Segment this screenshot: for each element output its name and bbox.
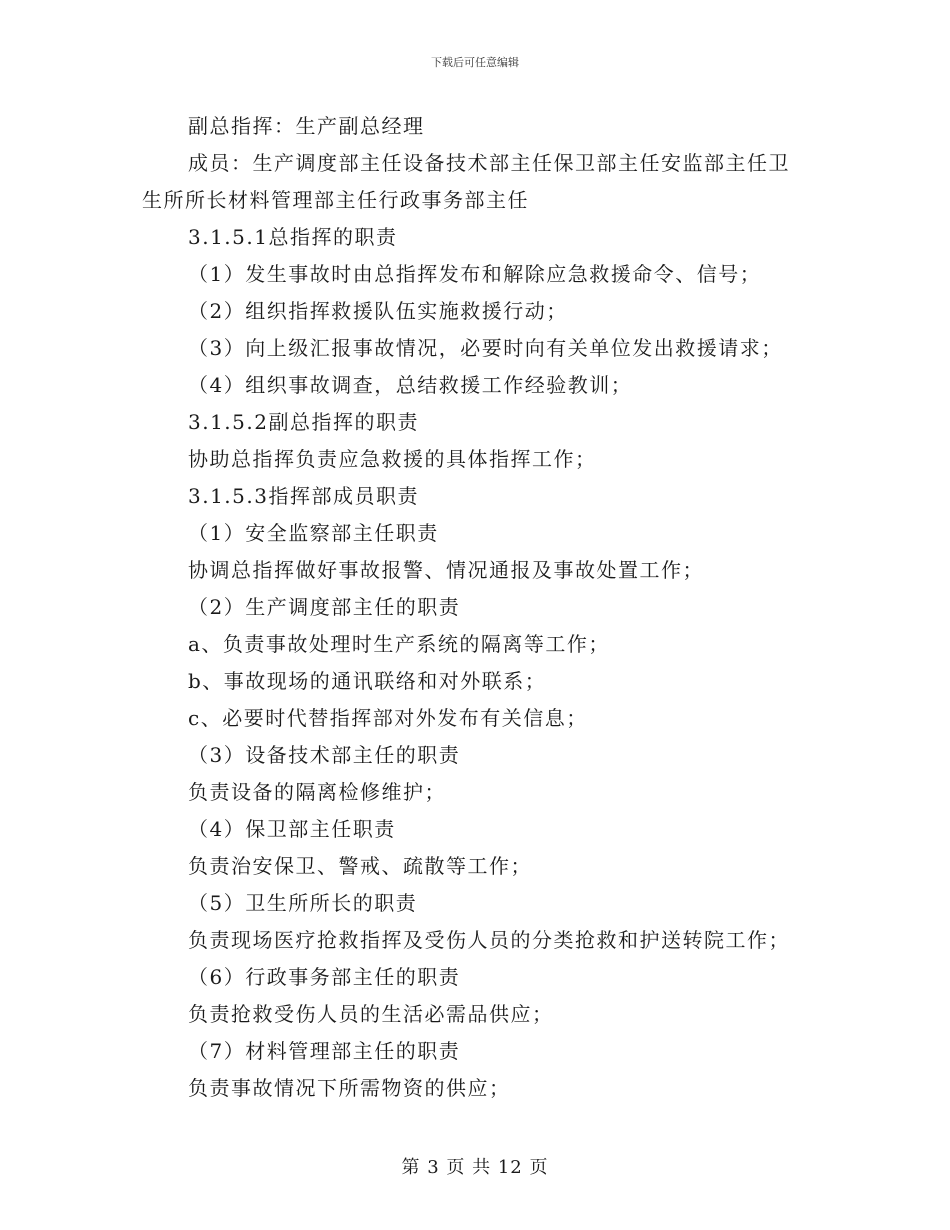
- text-line: a、负责事故处理时生产系统的隔离等工作；: [188, 632, 610, 656]
- text-line: （1）发生事故时由总指挥发布和解除应急救援命令、信号；: [188, 262, 762, 286]
- text-line: （4）保卫部主任职责: [188, 817, 396, 841]
- text-line: 协调总指挥做好事故报警、情况通报及事故处置工作；: [188, 558, 704, 582]
- text-line: 3.1.5.1总指挥的职责: [188, 225, 398, 249]
- text-line: （6）行政事务部主任的职责: [188, 965, 461, 989]
- text-line: 成员：生产调度部主任设备技术部主任保卫部主任安监部主任卫: [188, 151, 790, 175]
- text-line: 负责治安保卫、警戒、疏散等工作；: [188, 854, 532, 878]
- page-footer: 第 3 页 共 12 页: [401, 1157, 549, 1178]
- text-line: c、必要时代替指挥部对外发布有关信息；: [188, 706, 588, 730]
- page-header: 下载后可任意编辑: [431, 56, 519, 69]
- text-line: （3）设备技术部主任的职责: [188, 743, 461, 767]
- text-line: 协助总指挥负责应急救援的具体指挥工作；: [188, 447, 597, 471]
- text-line: （4）组织事故调查，总结救援工作经验教训；: [188, 373, 633, 397]
- text-line: （5）卫生所所长的职责: [188, 891, 418, 915]
- text-line: 负责事故情况下所需物资的供应；: [188, 1076, 511, 1100]
- text-line: 负责设备的隔离检修维护；: [188, 780, 446, 804]
- text-line: （2）组织指挥救援队伍实施救援行动；: [188, 299, 568, 323]
- text-line: b、事故现场的通讯联络和对外联系；: [188, 669, 547, 693]
- text-line: 负责现场医疗抢救指挥及受伤人员的分类抢救和护送转院工作；: [188, 928, 790, 952]
- text-line: （7）材料管理部主任的职责: [188, 1039, 461, 1063]
- text-line: 副总指挥：生产副总经理: [188, 114, 425, 138]
- text-line: 负责抢救受伤人员的生活必需品供应；: [188, 1002, 554, 1026]
- text-line: （2）生产调度部主任的职责: [188, 595, 461, 619]
- text-line: 生所所长材料管理部主任行政事务部主任: [142, 188, 529, 212]
- text-line: 3.1.5.2副总指挥的职责: [188, 410, 419, 434]
- text-line: 3.1.5.3指挥部成员职责: [188, 484, 419, 508]
- text-line: （3）向上级汇报事故情况，必要时向有关单位发出救援请求；: [188, 336, 783, 360]
- text-line: （1）安全监察部主任职责: [188, 521, 439, 545]
